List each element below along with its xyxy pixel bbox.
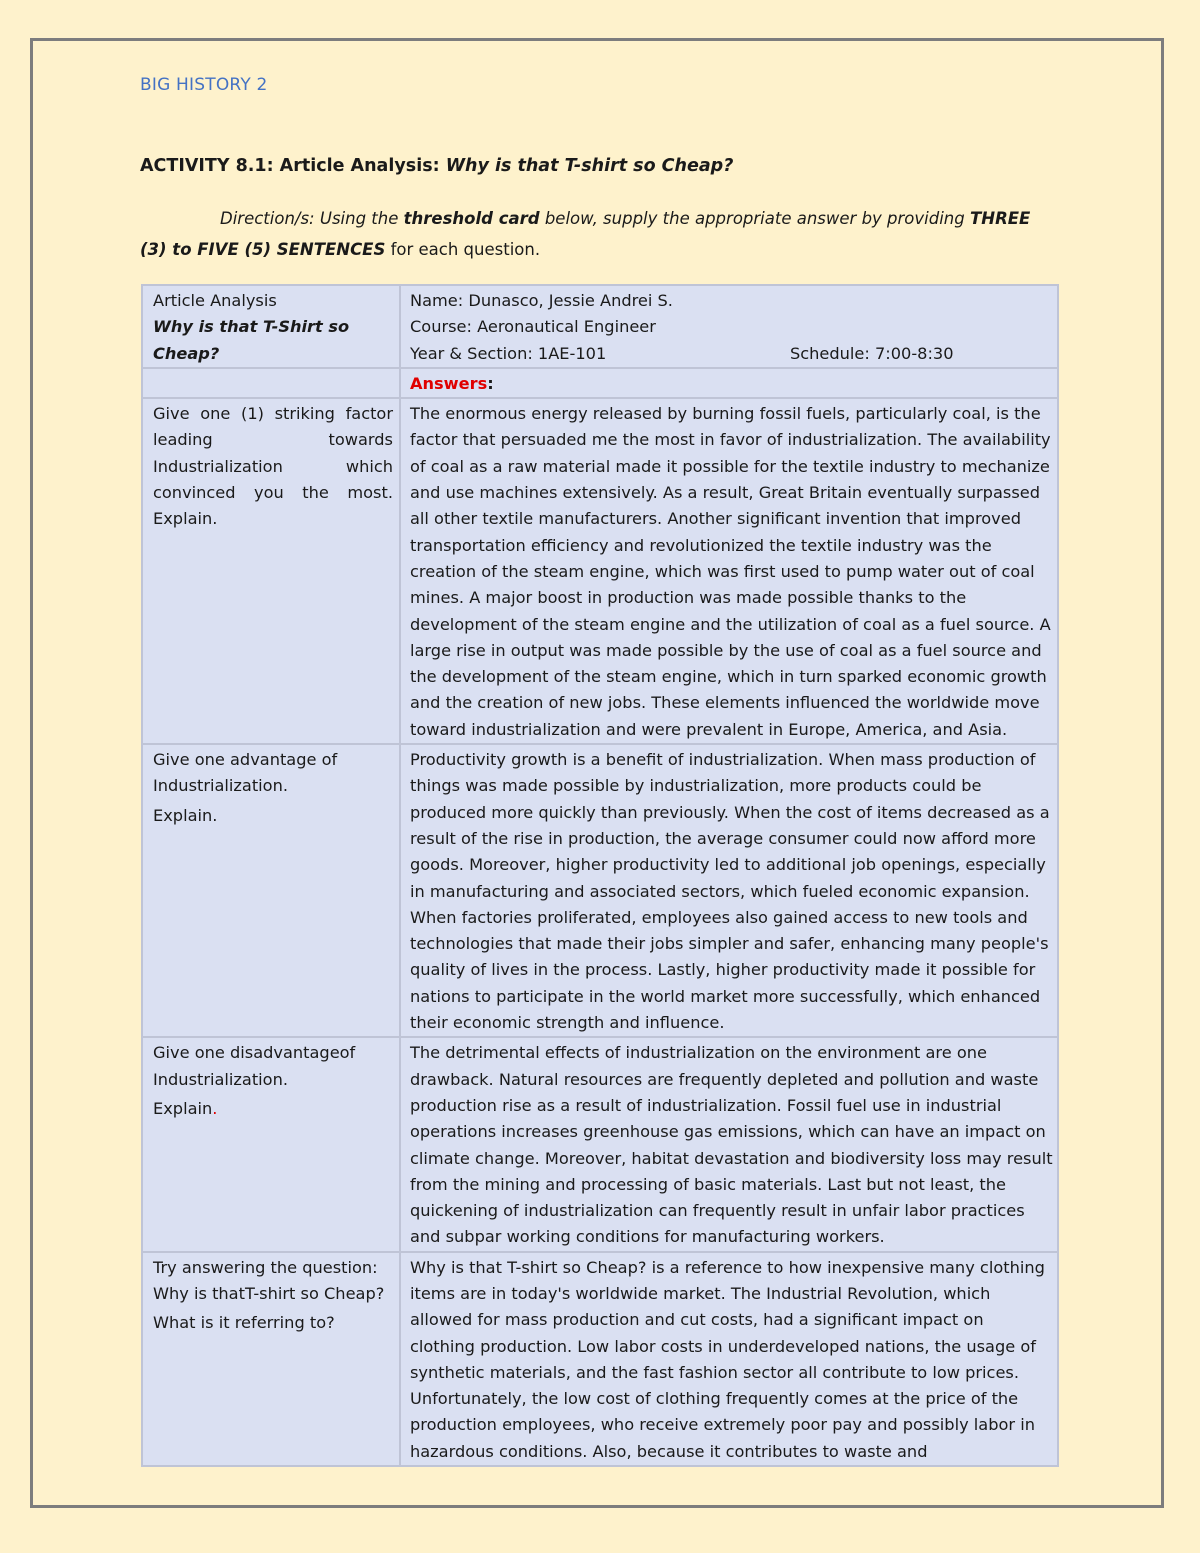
- directions: [140, 203, 1060, 265]
- direction-bold2: THREE (3) to FIVE (5) SENTENCES: [140, 209, 1031, 259]
- question-extra: [153, 1096, 393, 1122]
- question-text: Give one advantage of Industrialization.: [153, 750, 338, 796]
- question-cell: [142, 1037, 400, 1251]
- answer-cell: [400, 398, 1058, 744]
- table-row: [142, 744, 1058, 1037]
- answers-label: Answers: [410, 373, 488, 393]
- table-row: [142, 398, 1058, 744]
- direction-part3: for each question.: [385, 240, 541, 259]
- question-cell: [142, 398, 400, 744]
- answer-text: The enormous energy released by burning fossil fuels, particularly coal, is the factor that persuaded me the most in favor of industrialization. The availability of coal as a raw material made it possible for the textile industry to mechanize and use machines extensively. As a result, Great Britain eventually surpassed all other textile manufacturers. Another significant invention that improved transportation efficiency and revolutionized the textile industry was the creation of the steam engine, which was first used to pump water out of coal mines. A major boost in production was made possible thanks to the development of the steam engine and the utilization of coal as a fuel source. A large rise in output was made possible by the use of coal as a fuel source and the development of the steam engine, which in turn sparked economic growth and the creation of new jobs. These elements influenced the worldwide move toward industrialization and were prevalent in Europe, America, and Asia.: [410, 404, 1051, 739]
- answer-cell: [400, 1252, 1058, 1466]
- card-header-row: [142, 285, 1058, 368]
- answer-cell: [400, 744, 1058, 1037]
- question-extra: Explain.: [153, 805, 218, 825]
- direction-part1: Direction/s: Using the: [220, 209, 404, 228]
- direction-bold1: threshold card: [403, 209, 540, 228]
- question-text: Try answering the question: Why is thatT-shirt so Cheap?: [153, 1257, 385, 1303]
- answers-label-left: [142, 368, 400, 398]
- answer-text: Productivity growth is a benefit of industrialization. When mass production of things was made possible by industrialization, more products could be produced more quickly than previously. When the cost of items decreased as a result of the rise in production, the average consumer could now afford more goods. Moreover, higher productivity led to additional job openings, especially in manufacturing and associated sectors, which fueled economic expansion. When factories proliferated, employees also gained access to new tools and technologies that made their jobs simpler and safer, enhancing many people's quality of lives in the process. Lastly, higher productivity made it possible for nations to participate in the world market more successfully, which enhanced their economic strength and influence.: [410, 750, 1050, 1033]
- document-header: BIG HISTORY 2: [140, 75, 268, 95]
- table-row: [142, 1252, 1058, 1466]
- card-article-analysis-label: Article Analysis: [153, 291, 277, 310]
- direction-part2: below, supply the appropriate answer by providing: [539, 209, 970, 228]
- question-text: Give one (1) striking factor leading towards Industrialization which convinced you the most. Explain.: [153, 404, 393, 529]
- question-extra-text: Explain: [153, 1098, 213, 1118]
- student-name: Name: Dunasco, Jessie Andrei S.: [410, 291, 673, 310]
- year-schedule-row: [410, 341, 1053, 367]
- question-text: Give one disadvantageof Industrialization.: [153, 1043, 356, 1089]
- answers-label-cell: [400, 368, 1058, 398]
- activity-title: [140, 156, 733, 176]
- threshold-card: [141, 284, 1059, 1467]
- answer-cell: [400, 1037, 1058, 1251]
- question-extra: What is it referring to?: [153, 1313, 335, 1333]
- card-header-right: [400, 285, 1058, 368]
- table-row: [142, 1037, 1058, 1251]
- year-section: Year & Section: 1AE-101: [410, 343, 607, 363]
- activity-article-title: Why is that T-shirt so Cheap?: [445, 156, 734, 176]
- answer-text: The detrimental effects of industrialization on the environment are one drawback. Natural resources are frequently depleted and pollution and waste production rise as a result of industrialization. Fossil fuel use in industrial operations increases greenhouse gas emissions, which can have an impact on climate change. Moreover, habitat devastation and biodiversity loss may result from the mining and processing of basic materials. Last but not least, the quickening of industrialization can frequently result in unfair labor practices and subpar working conditions for manufacturing workers.: [410, 1043, 1053, 1247]
- answer-text: Why is that T-shirt so Cheap? is a reference to how inexpensive many clothing items are in today's worldwide market. The Industrial Revolution, which allowed for mass production and cut costs, had a significant impact on clothing production. Low labor costs in underdeveloped nations, the usage of synthetic materials, and the fast fashion sector all contribute to low prices. Unfortunately, the low cost of clothing frequently comes at the price of the production employees, who receive extremely poor pay and possibly labor in hazardous conditions. Also, because it contributes to waste and: [410, 1257, 1045, 1461]
- student-course: Course: Aeronautical Engineer: [410, 317, 656, 337]
- card-header-left: [142, 285, 400, 368]
- question-cell: [142, 1252, 400, 1466]
- card-article-title: Why is that T-Shirt so Cheap?: [153, 317, 350, 363]
- activity-prefix: ACTIVITY 8.1: Article Analysis:: [140, 156, 446, 176]
- answers-label-row: [142, 368, 1058, 398]
- question-extra-dot: .: [212, 1098, 218, 1118]
- question-cell: [142, 744, 400, 1037]
- answers-colon: :: [487, 373, 494, 393]
- schedule: Schedule: 7:00-8:30: [790, 343, 954, 363]
